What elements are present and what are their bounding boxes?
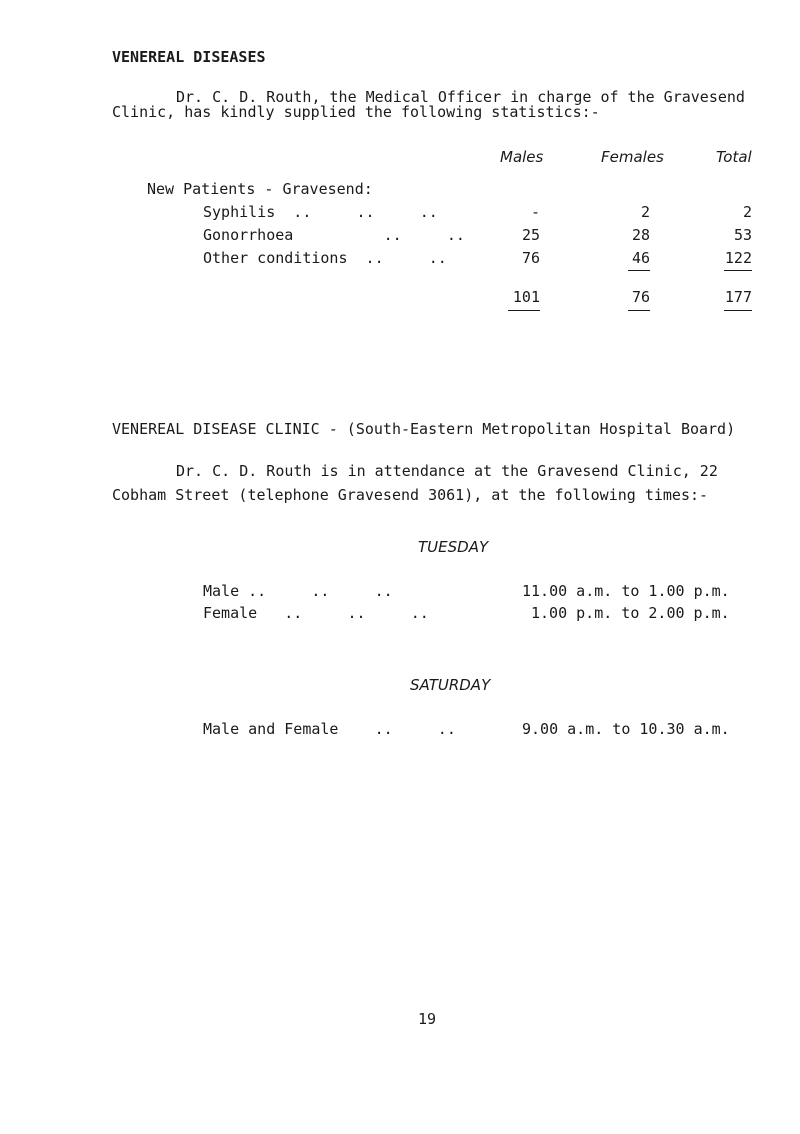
schedule-label: Male and Female .. ..: [203, 720, 456, 738]
row-total: 53: [733, 226, 752, 244]
header-males: Males: [500, 148, 544, 166]
row-males: 25: [521, 226, 540, 244]
rule-females-bottom: [628, 310, 650, 311]
header-females: Females: [601, 148, 664, 166]
rule-males-bottom: [508, 310, 540, 311]
intro-line-1: Dr. C. D. Routh is in attendance at the Gravesend Clinic, 22: [176, 462, 718, 480]
section-title: VENEREAL DISEASES: [112, 48, 266, 66]
intro-line-2: Clinic, has kindly supplied the following statistics:-: [112, 103, 600, 121]
total-females: 76: [631, 288, 650, 306]
row-males: 76: [521, 249, 540, 267]
schedule-label: Female .. .. ..: [203, 604, 429, 622]
row-females: 2: [640, 203, 650, 221]
rule-total-bottom: [724, 310, 752, 311]
tuesday-heading: TUESDAY: [418, 538, 489, 556]
schedule-time: 9.00 a.m. to 10.30 a.m.: [522, 720, 730, 738]
row-label: Gonorrhoea .. ..: [203, 226, 465, 244]
row-males: -: [530, 203, 540, 221]
group-label: New Patients - Gravesend:: [147, 180, 373, 198]
row-total: 2: [742, 203, 752, 221]
row-females: 46: [631, 249, 650, 267]
rule-total-top: [724, 270, 752, 271]
total-total: 177: [724, 288, 752, 306]
saturday-heading: SATURDAY: [410, 676, 491, 694]
header-total: Total: [716, 148, 752, 166]
row-total: 122: [724, 249, 752, 267]
schedule-label: Male .. .. ..: [203, 582, 393, 600]
section-title: VENEREAL DISEASE CLINIC - (South-Eastern Metropolitan Hospital Board): [112, 420, 736, 438]
row-females: 28: [631, 226, 650, 244]
schedule-time: 11.00 a.m. to 1.00 p.m.: [522, 582, 730, 600]
row-label: Other conditions .. ..: [203, 249, 447, 267]
row-label: Syphilis .. .. ..: [203, 203, 438, 221]
page-number: 19: [418, 1010, 437, 1028]
rule-females-top: [628, 270, 650, 271]
intro-line-1: Dr. C. D. Routh, the Medical Officer in charge of the Gravesend: [176, 88, 745, 106]
schedule-time: 1.00 p.m. to 2.00 p.m.: [531, 604, 730, 622]
total-males: 101: [512, 288, 540, 306]
intro-line-2: Cobham Street (telephone Gravesend 3061), at the following times:-: [112, 486, 709, 504]
